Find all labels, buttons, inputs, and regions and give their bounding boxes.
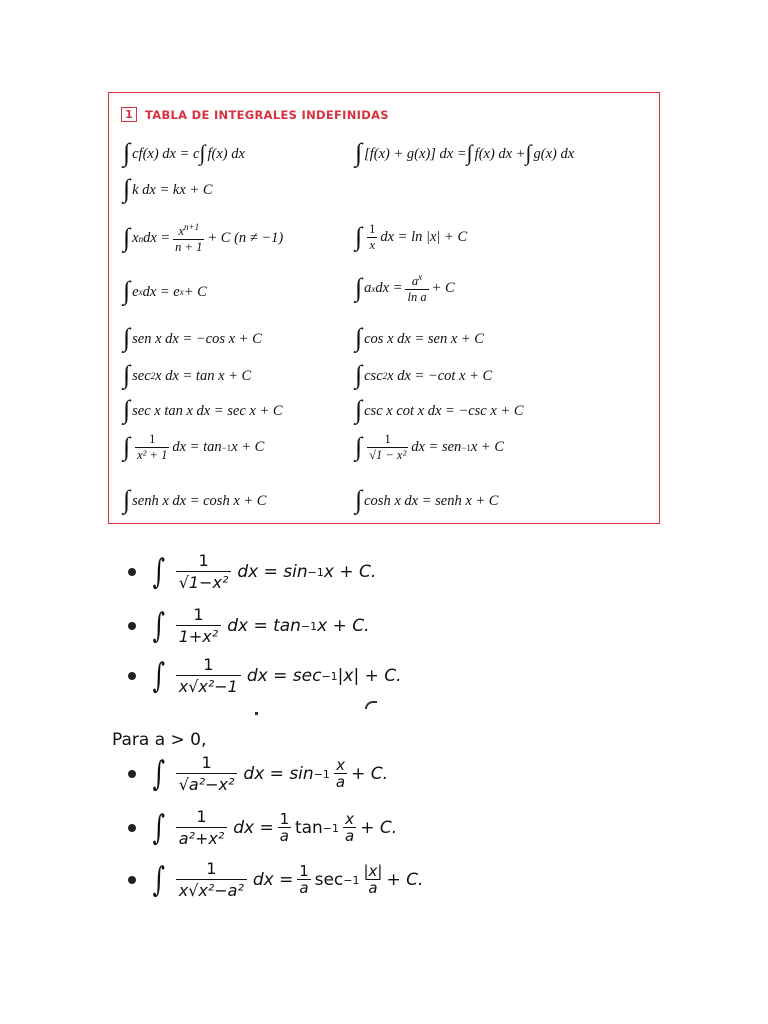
bullet-formula-3: ∫ 1 x√x²−1 dx = sec −1 |x| + C. <box>128 656 402 696</box>
bullet-dot <box>128 770 136 778</box>
formula-right-2: ∫ $\frac{1}{x}$ dx = ln |x| + C <box>355 221 468 252</box>
formula-right-4: ∫ cos x dx = sen x + C <box>355 323 484 352</box>
crop-artifact <box>365 701 377 709</box>
bullet-dot <box>128 824 136 832</box>
bullet-formula-6: ∫ 1 x√x²−a² dx = $\frac{1}{a}$ sec −1 |x| a + C. <box>128 860 423 900</box>
formula-left-3: ∫ x n dx = $\frac{x^{n+1}}{n + 1}$ + C (n ≠ −1) <box>123 222 284 254</box>
formula-left-8: ∫ $\frac{1}{\text{x² + 1}}$ dx = tan −1 x + C <box>123 431 265 462</box>
crop-artifact <box>255 712 258 715</box>
formula-left-9: ∫ senh x dx = cosh x + C <box>123 485 267 514</box>
bullet-dot <box>128 568 136 576</box>
formula-right-5: ∫ csc 2 x dx = −cot x + C <box>355 360 493 389</box>
bullet-formula-5: ∫ 1 a²+x² dx = $\frac{1}{a}$ tan −1 x a + C. <box>128 808 397 848</box>
table-title: TABLA DE INTEGRALES INDEFINIDAS <box>145 107 389 122</box>
formula-left-2: ∫ k dx = kx + C <box>123 174 213 203</box>
formula-left-7: ∫ sec x tan x dx = sec x + C <box>123 395 283 424</box>
formula-right-7: ∫ $\frac{1}{\text{√1 − x²}}$ dx = sen −1 x + C <box>355 431 505 462</box>
para-label: Para a > 0, <box>112 730 207 750</box>
bullet-formula-4: ∫ 1 √a²−x² dx = sin −1 x a + C. <box>128 754 388 794</box>
formula-left-6: ∫ sec 2 x dx = tan x + C <box>123 360 252 389</box>
formula-right-8: ∫ cosh x dx = senh x + C <box>355 485 499 514</box>
formula-left-1: ∫ cf(x) dx = c ∫ f(x) dx <box>123 138 245 167</box>
bullet-formula-1: ∫ 1 √1−x² dx = sin −1 x + C. <box>128 552 376 592</box>
formula-right-1: ∫ [f(x) + g(x)] dx = ∫ f(x) dx + ∫ g(x) dx <box>355 138 575 167</box>
bullet-dot <box>128 876 136 884</box>
formula-left-4: ∫ e x dx = e x + C <box>123 276 207 305</box>
bullet-formula-2: ∫ 1 1+x² dx = tan −1 x + C. <box>128 606 370 646</box>
formula-right-3: ∫ a x dx = $\frac{a^x}{\text{ln a}}$ + C <box>355 272 455 304</box>
bullet-dot <box>128 622 136 630</box>
table-number: 1 <box>121 107 137 122</box>
table-header <box>121 107 389 122</box>
formula-left-5: ∫ sen x dx = −cos x + C <box>123 323 262 352</box>
formula-right-6: ∫ csc x cot x dx = −csc x + C <box>355 395 524 424</box>
bullet-dot <box>128 672 136 680</box>
integral-table <box>108 92 660 524</box>
